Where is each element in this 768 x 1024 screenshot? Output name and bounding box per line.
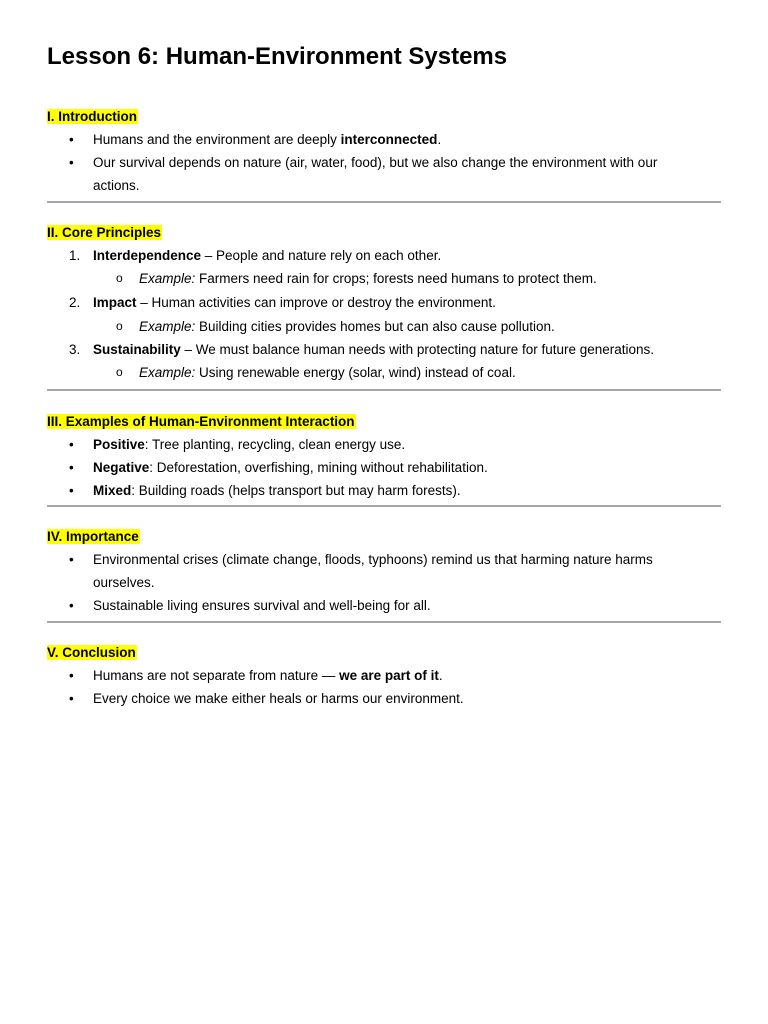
text-run: Humans are not separate from nature — [93,668,340,683]
text-run: . [438,668,443,683]
list-item: Environmental crises (climate change, floods, typhoons) remind us that harming nature harms [93,552,653,567]
bold-term: Interdependence [93,248,202,263]
text-run: Farmers need rain for crops; forests need humans to protect them. [195,271,597,286]
bold-text: interconnected [340,132,438,147]
bold-term: Positive [93,437,145,452]
list-item: Our survival depends on nature (air, water, food), but we also change the environment with our [93,155,658,170]
sub-list-item [139,315,768,338]
section-heading-importance [47,528,140,545]
list-number: 3. [69,342,81,357]
bullet-marker: • [69,668,74,683]
horizontal-rule [47,389,721,391]
italic-label: Example: [139,319,196,334]
list-item: Every choice we make either heals or harms our environment. [93,691,464,706]
bullet-marker: • [69,483,74,498]
text-run: Using renewable energy (solar, wind) instead of coal. [195,365,516,380]
section-heading-core-principles [47,224,162,241]
heading-highlight: V. Conclusion [47,645,136,660]
text-run: . [437,132,442,147]
sub-list-item [139,361,768,384]
list-number: 2. [69,295,81,310]
bullet-marker: • [69,691,74,706]
text-run: – People and nature rely on each other. [201,248,442,263]
list-item-continuation: actions. [93,178,140,193]
list-item [93,479,723,502]
sub-list-item [139,267,768,290]
bullet-marker: • [69,552,74,567]
list-item [93,456,723,479]
list-item-continuation: ourselves. [93,575,155,590]
list-number: 1. [69,248,81,263]
bullet-marker: • [69,132,74,147]
italic-label: Example: [139,271,196,286]
sub-bullet-marker: o [116,271,123,285]
section-heading-introduction [47,108,138,125]
section-heading-conclusion [47,644,137,661]
text-run: Building cities provides homes but can also cause pollution. [195,319,555,334]
bold-text: we are part of it [339,668,439,683]
italic-label: Example: [139,365,196,380]
horizontal-rule [47,505,721,507]
horizontal-rule [47,201,721,203]
text-run: Humans and the environment are deeply [93,132,341,147]
page-title: Lesson 6: Human-Environment Systems [47,43,508,70]
list-item [93,433,723,456]
bold-term: Negative [93,460,150,475]
heading-highlight: IV. Importance [47,529,139,544]
list-item [93,244,723,267]
bullet-marker: • [69,437,74,452]
bullet-marker: • [69,155,74,170]
text-run: : Building roads (helps transport but may harm forests). [131,483,461,498]
text-run: : Deforestation, overfishing, mining without rehabilitation. [149,460,488,475]
sub-bullet-marker: o [116,319,123,333]
heading-highlight: II. Core Principles [47,225,162,240]
bold-term: Impact [93,295,137,310]
sub-bullet-marker: o [116,365,123,379]
heading-highlight: III. Examples of Human-Environment Interaction [47,414,355,429]
section-heading-examples [47,413,356,430]
bold-term: Mixed [93,483,132,498]
text-run: : Tree planting, recycling, clean energy use. [144,437,406,452]
bullet-marker: • [69,460,74,475]
list-item [93,338,723,361]
list-item [93,664,723,687]
list-item: Sustainable living ensures survival and well-being for all. [93,598,431,613]
heading-highlight: I. Introduction [47,109,137,124]
list-item [93,291,723,314]
text-run: – We must balance human needs with protecting nature for future generations. [180,342,655,357]
bullet-marker: • [69,598,74,613]
list-item [93,128,723,151]
bold-term: Sustainability [93,342,181,357]
text-run: – Human activities can improve or destroy the environment. [136,295,496,310]
horizontal-rule [47,621,721,623]
